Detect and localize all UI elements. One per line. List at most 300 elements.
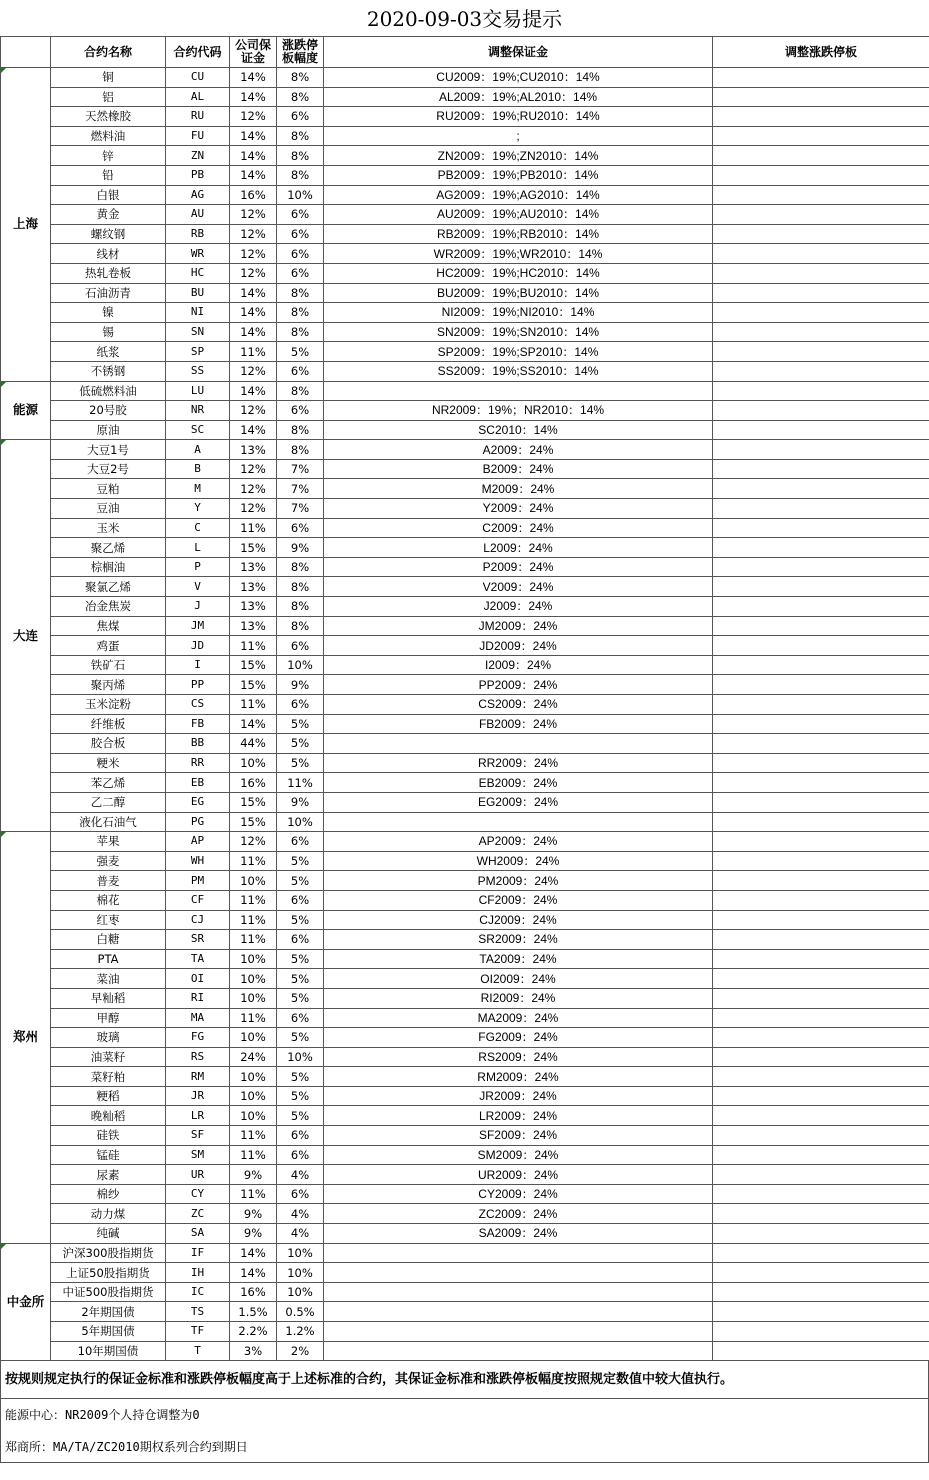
contract-name-cell: 铁矿石	[51, 655, 166, 675]
adjust-margin-cell: CY2009：24%	[324, 1184, 713, 1204]
contract-code-cell: TF	[166, 1322, 230, 1342]
contract-name-cell: PTA	[51, 949, 166, 969]
table-row	[1, 1028, 929, 1048]
adjust-limit-cell	[713, 949, 929, 969]
adjust-margin-cell: CF2009：24%	[324, 890, 713, 910]
limit-cell: 5%	[277, 988, 324, 1008]
adjust-margin-cell: UR2009：24%	[324, 1165, 713, 1185]
adjust-limit-cell	[713, 636, 929, 656]
adjust-limit-cell	[713, 695, 929, 715]
margin-cell: 11%	[230, 1008, 277, 1028]
contract-name-cell: 聚乙烯	[51, 538, 166, 558]
adjust-margin-cell: CU2009：19%;CU2010：14%	[324, 68, 713, 88]
margin-cell: 10%	[230, 1067, 277, 1087]
adjust-limit-cell	[713, 851, 929, 871]
adjust-margin-cell: CS2009：24%	[324, 695, 713, 715]
margin-cell: 15%	[230, 538, 277, 558]
margin-cell: 12%	[230, 205, 277, 225]
adjust-limit-cell	[713, 440, 929, 460]
adjust-margin-cell: OI2009：24%	[324, 969, 713, 989]
table-row	[1, 773, 929, 793]
contract-name-cell: 豆粕	[51, 479, 166, 499]
adjust-limit-cell	[713, 420, 929, 440]
table-row	[1, 87, 929, 107]
limit-cell: 8%	[277, 616, 324, 636]
margin-cell: 11%	[230, 518, 277, 538]
adjust-margin-cell: JM2009：24%	[324, 616, 713, 636]
adjust-limit-cell	[713, 792, 929, 812]
margin-cell: 10%	[230, 1106, 277, 1126]
contract-code-cell: AL	[166, 87, 230, 107]
adjust-limit-cell	[713, 1008, 929, 1028]
adjust-limit-cell	[713, 479, 929, 499]
adjust-limit-cell	[713, 1145, 929, 1165]
limit-cell: 6%	[277, 890, 324, 910]
contract-code-cell: OI	[166, 969, 230, 989]
limit-cell: 6%	[277, 832, 324, 852]
limit-cell: 10%	[277, 185, 324, 205]
region-cell	[1, 832, 51, 1243]
margin-cell: 12%	[230, 832, 277, 852]
adjust-margin-cell	[324, 1341, 713, 1361]
contract-name-cell: 液化石油气	[51, 812, 166, 832]
limit-cell: 8%	[277, 165, 324, 185]
contract-name-cell: 锡	[51, 322, 166, 342]
limit-cell: 1.2%	[277, 1322, 324, 1342]
table-row	[1, 1145, 929, 1165]
adjust-margin-cell: PM2009：24%	[324, 871, 713, 891]
adjust-margin-cell: PP2009：24%	[324, 675, 713, 695]
limit-cell: 5%	[277, 969, 324, 989]
limit-cell: 8%	[277, 440, 324, 460]
contract-name-cell: 油菜籽	[51, 1047, 166, 1067]
contract-name-cell: 2年期国债	[51, 1302, 166, 1322]
margin-cell: 12%	[230, 459, 277, 479]
contract-name-cell: 聚氯乙烯	[51, 577, 166, 597]
margin-cell: 15%	[230, 655, 277, 675]
adjust-limit-cell	[713, 1243, 929, 1263]
table-row	[1, 969, 929, 989]
limit-cell: 10%	[277, 1282, 324, 1302]
limit-cell: 5%	[277, 1067, 324, 1087]
margin-cell: 13%	[230, 557, 277, 577]
adjust-margin-cell: V2009：24%	[324, 577, 713, 597]
table-row	[1, 126, 929, 146]
contract-code-cell: WH	[166, 851, 230, 871]
margin-cell: 16%	[230, 185, 277, 205]
limit-cell: 8%	[277, 303, 324, 323]
contract-name-cell: 锌	[51, 146, 166, 166]
adjust-margin-cell: NR2009：19%；NR2010：14%	[324, 401, 713, 421]
table-row	[1, 1302, 929, 1322]
margin-cell: 14%	[230, 283, 277, 303]
contract-code-cell: EG	[166, 792, 230, 812]
table-row	[1, 1165, 929, 1185]
contract-name-cell: 铅	[51, 165, 166, 185]
margin-cell: 12%	[230, 361, 277, 381]
adjust-margin-cell: ZN2009：19%;ZN2010：14%	[324, 146, 713, 166]
limit-cell: 8%	[277, 557, 324, 577]
contract-code-cell: CF	[166, 890, 230, 910]
margin-cell: 2.2%	[230, 1322, 277, 1342]
adjust-limit-cell	[713, 655, 929, 675]
limit-cell: 4%	[277, 1204, 324, 1224]
margin-cell: 3%	[230, 1341, 277, 1361]
adjust-limit-cell	[713, 1106, 929, 1126]
table-row	[1, 1106, 929, 1126]
adjust-limit-cell	[713, 538, 929, 558]
cell-marker-icon	[1, 832, 6, 837]
limit-cell: 6%	[277, 107, 324, 127]
limit-cell: 10%	[277, 812, 324, 832]
adjust-margin-cell: SA2009：24%	[324, 1224, 713, 1244]
contract-code-cell: BU	[166, 283, 230, 303]
limit-cell: 5%	[277, 910, 324, 930]
table-row	[1, 342, 929, 362]
margin-cell: 11%	[230, 636, 277, 656]
table-row	[1, 518, 929, 538]
adjust-limit-cell	[713, 1028, 929, 1048]
table-row	[1, 1047, 929, 1067]
table-row	[1, 949, 929, 969]
margin-cell: 13%	[230, 577, 277, 597]
limit-cell: 8%	[277, 597, 324, 617]
margin-cell: 11%	[230, 695, 277, 715]
adjust-margin-cell	[324, 734, 713, 754]
adjust-margin-cell: RM2009：24%	[324, 1067, 713, 1087]
contract-code-cell: J	[166, 597, 230, 617]
table-row	[1, 1224, 929, 1244]
table-body	[1, 68, 929, 1361]
contract-code-cell: LR	[166, 1106, 230, 1126]
limit-cell: 8%	[277, 87, 324, 107]
margin-cell: 12%	[230, 401, 277, 421]
contract-name-cell: 白银	[51, 185, 166, 205]
margin-cell: 16%	[230, 1282, 277, 1302]
adjust-margin-cell	[324, 1243, 713, 1263]
margin-cell: 10%	[230, 1086, 277, 1106]
margin-cell: 24%	[230, 1047, 277, 1067]
table-row	[1, 832, 929, 852]
adjust-limit-cell	[713, 714, 929, 734]
margin-cell: 14%	[230, 87, 277, 107]
limit-cell: 8%	[277, 146, 324, 166]
contract-name-cell: 粳米	[51, 753, 166, 773]
table-row	[1, 714, 929, 734]
adjust-margin-cell: RS2009：24%	[324, 1047, 713, 1067]
limit-cell: 6%	[277, 1126, 324, 1146]
adjust-margin-cell: SN2009：19%;SN2010：14%	[324, 322, 713, 342]
region-label: 上海	[12, 216, 38, 232]
adjust-limit-cell	[713, 1341, 929, 1361]
region-label: 能源	[12, 402, 38, 418]
contract-name-cell: 冶金焦炭	[51, 597, 166, 617]
contract-code-cell: LU	[166, 381, 230, 401]
adjust-limit-cell	[713, 322, 929, 342]
adjust-margin-cell: SP2009：19%;SP2010：14%	[324, 342, 713, 362]
limit-cell: 6%	[277, 244, 324, 264]
adjust-margin-cell: EG2009：24%	[324, 792, 713, 812]
table-row	[1, 753, 929, 773]
table-row	[1, 871, 929, 891]
contract-code-cell: T	[166, 1341, 230, 1361]
contract-code-cell: SR	[166, 930, 230, 950]
contract-name-cell: 大豆1号	[51, 440, 166, 460]
limit-cell: 2%	[277, 1341, 324, 1361]
region-cell	[1, 68, 51, 382]
limit-cell: 8%	[277, 577, 324, 597]
adjust-limit-cell	[713, 518, 929, 538]
cell-marker-icon	[1, 382, 6, 387]
adjust-margin-cell: PB2009：19%;PB2010：14%	[324, 165, 713, 185]
adjust-margin-cell: WR2009：19%;WR2010：14%	[324, 244, 713, 264]
margin-cell: 13%	[230, 616, 277, 636]
contract-name-cell: 粳稻	[51, 1086, 166, 1106]
adjust-limit-cell	[713, 871, 929, 891]
adjust-limit-cell	[713, 1302, 929, 1322]
margin-cell: 11%	[230, 851, 277, 871]
adjust-limit-cell	[713, 361, 929, 381]
adjust-margin-cell: AG2009：19%;AG2010：14%	[324, 185, 713, 205]
limit-cell: 0.5%	[277, 1302, 324, 1322]
adjust-limit-cell	[713, 890, 929, 910]
contract-code-cell: UR	[166, 1165, 230, 1185]
adjust-limit-cell	[713, 1322, 929, 1342]
adjust-limit-cell	[713, 1224, 929, 1244]
adjust-limit-cell	[713, 87, 929, 107]
limit-cell: 9%	[277, 675, 324, 695]
contract-code-cell: RB	[166, 224, 230, 244]
limit-cell: 10%	[277, 1047, 324, 1067]
contract-code-cell: RM	[166, 1067, 230, 1087]
limit-cell: 5%	[277, 871, 324, 891]
contract-code-cell: ZC	[166, 1204, 230, 1224]
table-row	[1, 205, 929, 225]
table-row	[1, 557, 929, 577]
contract-name-cell: 白糖	[51, 930, 166, 950]
contract-code-cell: JM	[166, 616, 230, 636]
margin-cell: 10%	[230, 753, 277, 773]
contract-code-cell: FB	[166, 714, 230, 734]
table-row	[1, 1341, 929, 1361]
limit-cell: 6%	[277, 518, 324, 538]
contract-name-cell: 聚丙烯	[51, 675, 166, 695]
adjust-margin-cell: SS2009：19%;SS2010：14%	[324, 361, 713, 381]
adjust-limit-cell	[713, 812, 929, 832]
adjust-margin-cell: NI2009：19%;NI2010：14%	[324, 303, 713, 323]
table-row	[1, 675, 929, 695]
table-row	[1, 244, 929, 264]
contract-code-cell: RS	[166, 1047, 230, 1067]
contract-code-cell: TA	[166, 949, 230, 969]
margin-cell: 9%	[230, 1204, 277, 1224]
contract-code-cell: FU	[166, 126, 230, 146]
adjust-limit-cell	[713, 401, 929, 421]
contract-name-cell: 苯乙烯	[51, 773, 166, 793]
adjust-limit-cell	[713, 969, 929, 989]
adjust-margin-cell: CJ2009：24%	[324, 910, 713, 930]
adjust-margin-cell: C2009：24%	[324, 518, 713, 538]
contract-code-cell: A	[166, 440, 230, 460]
limit-cell: 8%	[277, 322, 324, 342]
margin-cell: 14%	[230, 714, 277, 734]
contract-name-cell: 上证50股指期货	[51, 1263, 166, 1283]
table-row	[1, 1067, 929, 1087]
table-row	[1, 499, 929, 519]
contract-code-cell: CY	[166, 1184, 230, 1204]
adjust-margin-cell: FB2009：24%	[324, 714, 713, 734]
limit-cell: 6%	[277, 695, 324, 715]
table-row	[1, 1086, 929, 1106]
contract-code-cell: M	[166, 479, 230, 499]
contract-code-cell: SM	[166, 1145, 230, 1165]
adjust-limit-cell	[713, 205, 929, 225]
margin-cell: 14%	[230, 126, 277, 146]
table-row	[1, 224, 929, 244]
contract-name-cell: 20号胶	[51, 401, 166, 421]
adjust-limit-cell	[713, 146, 929, 166]
contract-name-cell: 线材	[51, 244, 166, 264]
contract-name-cell: 甲醇	[51, 1008, 166, 1028]
margin-cell: 10%	[230, 1028, 277, 1048]
margin-cell: 14%	[230, 1243, 277, 1263]
contract-code-cell: TS	[166, 1302, 230, 1322]
contract-code-cell: PG	[166, 812, 230, 832]
adjust-limit-cell	[713, 1204, 929, 1224]
table-row	[1, 420, 929, 440]
margin-cell: 11%	[230, 1126, 277, 1146]
region-cell	[1, 381, 51, 440]
contract-name-cell: 热轧卷板	[51, 263, 166, 283]
contract-code-cell: IC	[166, 1282, 230, 1302]
limit-cell: 6%	[277, 361, 324, 381]
contract-code-cell: SP	[166, 342, 230, 362]
limit-cell: 4%	[277, 1224, 324, 1244]
margin-cell: 11%	[230, 930, 277, 950]
limit-cell: 9%	[277, 792, 324, 812]
contract-code-cell: CJ	[166, 910, 230, 930]
table-row	[1, 1126, 929, 1146]
table-row	[1, 440, 929, 460]
contract-code-cell: NR	[166, 401, 230, 421]
margin-cell: 14%	[230, 381, 277, 401]
limit-cell: 7%	[277, 459, 324, 479]
table-row	[1, 930, 929, 950]
adjust-margin-cell: JD2009：24%	[324, 636, 713, 656]
adjust-limit-cell	[713, 224, 929, 244]
contract-name-cell: 玉米	[51, 518, 166, 538]
contract-name-cell: 原油	[51, 420, 166, 440]
adjust-limit-cell	[713, 577, 929, 597]
adjust-limit-cell	[713, 107, 929, 127]
adjust-margin-cell: ZC2009：24%	[324, 1204, 713, 1224]
table-row	[1, 988, 929, 1008]
limit-cell: 7%	[277, 499, 324, 519]
contract-code-cell: SN	[166, 322, 230, 342]
limit-cell: 10%	[277, 1243, 324, 1263]
contract-name-cell: 胶合板	[51, 734, 166, 754]
limit-cell: 5%	[277, 714, 324, 734]
limit-cell: 11%	[277, 773, 324, 793]
page-title: 2020-09-03交易提示	[366, 7, 563, 31]
margin-cell: 11%	[230, 910, 277, 930]
table-row	[1, 107, 929, 127]
margin-cell: 16%	[230, 773, 277, 793]
table-row	[1, 185, 929, 205]
contract-name-cell: 尿素	[51, 1165, 166, 1185]
contract-name-cell: 镍	[51, 303, 166, 323]
adjust-margin-cell: Y2009：24%	[324, 499, 713, 519]
limit-cell: 6%	[277, 205, 324, 225]
adjust-limit-cell	[713, 342, 929, 362]
limit-cell: 6%	[277, 224, 324, 244]
header-row	[1, 37, 929, 68]
table-row	[1, 146, 929, 166]
table-row	[1, 1008, 929, 1028]
limit-cell: 6%	[277, 636, 324, 656]
contract-name-cell: 强麦	[51, 851, 166, 871]
header-region	[1, 37, 51, 68]
adjust-limit-cell	[713, 1263, 929, 1283]
adjust-limit-cell	[713, 1067, 929, 1087]
header-adj-margin: 调整保证金	[324, 37, 713, 68]
cell-marker-icon	[1, 440, 6, 445]
adjust-margin-cell: P2009：24%	[324, 557, 713, 577]
limit-cell: 6%	[277, 1145, 324, 1165]
adjust-margin-cell: SR2009：24%	[324, 930, 713, 950]
adjust-limit-cell	[713, 1282, 929, 1302]
margin-cell: 14%	[230, 420, 277, 440]
adjust-limit-cell	[713, 616, 929, 636]
table-row	[1, 1322, 929, 1342]
adjust-limit-cell	[713, 753, 929, 773]
contract-code-cell: JD	[166, 636, 230, 656]
contract-code-cell: EB	[166, 773, 230, 793]
contract-code-cell: I	[166, 655, 230, 675]
margin-cell: 12%	[230, 263, 277, 283]
adjust-limit-cell	[713, 263, 929, 283]
contract-code-cell: AP	[166, 832, 230, 852]
contract-code-cell: FG	[166, 1028, 230, 1048]
table-row	[1, 577, 929, 597]
margin-cell: 12%	[230, 224, 277, 244]
contract-name-cell: 棉花	[51, 890, 166, 910]
contract-name-cell: 晚籼稻	[51, 1106, 166, 1126]
rule-note: 按规则规定执行的保证金标准和涨跌停板幅度高于上述标准的合约，其保证金标准和涨跌停板幅度按照规定数值中较大值执行。	[0, 1361, 929, 1399]
region-cell	[1, 1243, 51, 1361]
table-row	[1, 695, 929, 715]
adjust-margin-cell	[324, 1282, 713, 1302]
table-row	[1, 303, 929, 323]
table-row	[1, 381, 929, 401]
adjust-margin-cell: RR2009：24%	[324, 753, 713, 773]
limit-cell: 5%	[277, 851, 324, 871]
contract-name-cell: 苹果	[51, 832, 166, 852]
adjust-limit-cell	[713, 988, 929, 1008]
adjust-limit-cell	[713, 1086, 929, 1106]
table-row	[1, 459, 929, 479]
adjust-margin-cell	[324, 812, 713, 832]
table-row	[1, 910, 929, 930]
table-row	[1, 165, 929, 185]
contract-name-cell: 铝	[51, 87, 166, 107]
adjust-margin-cell: LR2009：24%	[324, 1106, 713, 1126]
margin-cell: 44%	[230, 734, 277, 754]
contract-name-cell: 低硫燃料油	[51, 381, 166, 401]
adjust-limit-cell	[713, 165, 929, 185]
table-row	[1, 1282, 929, 1302]
limit-cell: 8%	[277, 283, 324, 303]
